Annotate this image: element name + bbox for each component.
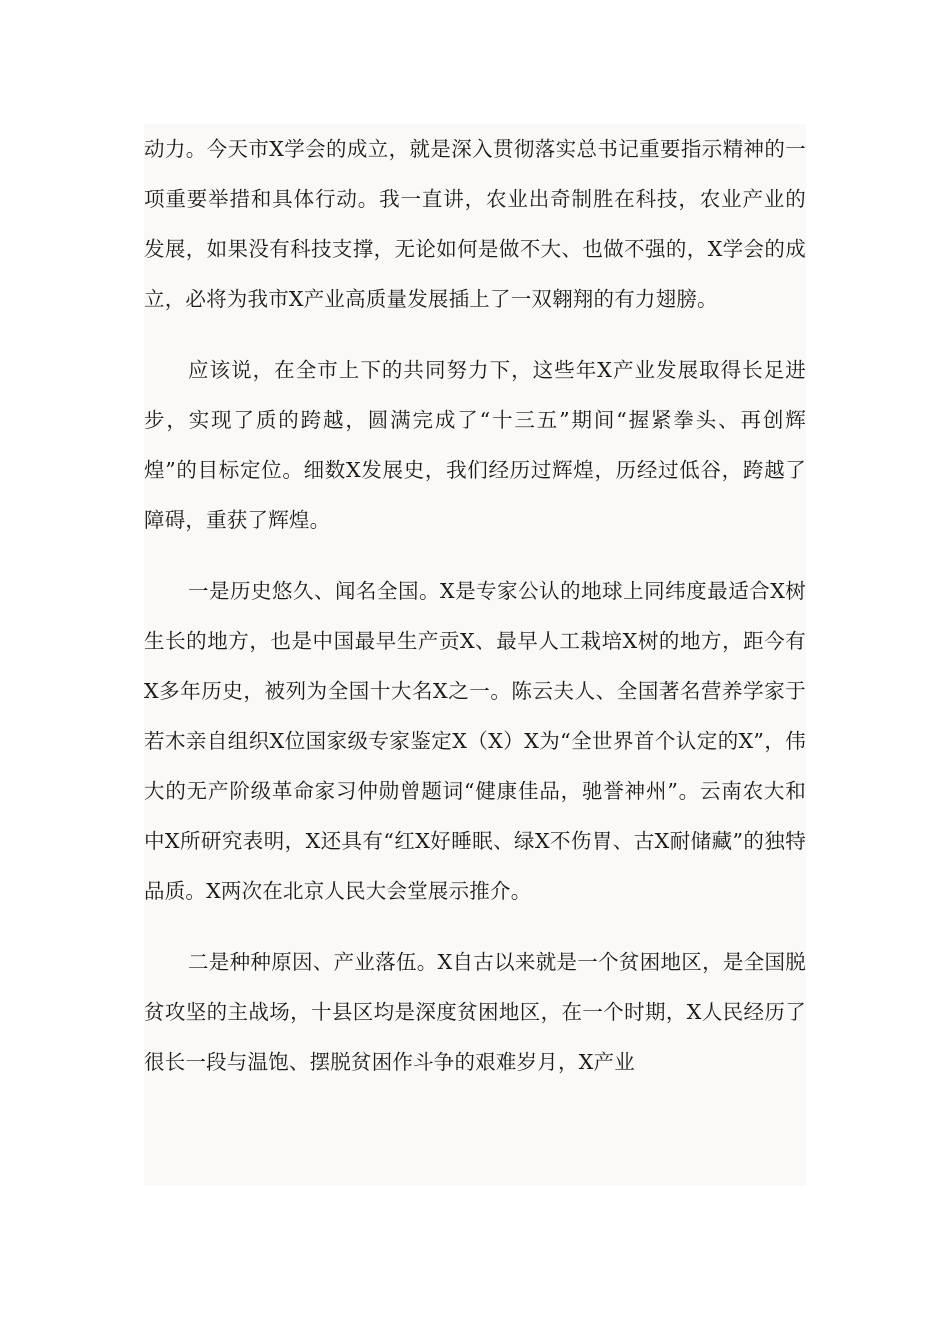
- paragraph-progress: 应该说，在全市上下的共同努力下，这些年X产业发展取得长足进步，实现了质的跨越，圆满完成了“十三五”期间“握紧拳头、再创辉煌”的目标定位。细数X发展史，我们经历过辉煌，历经过低谷，跨越了障碍，重获了辉煌。: [144, 358, 806, 532]
- paragraph-continuation: 动力。今天市X学会的成立，就是深入贯彻落实总书记重要指示精神的一项重要举措和具体行动。我一直讲，农业出奇制胜在科技，农业产业的发展，如果没有科技支撑，无论如何是做不大、也做不强的，X学会的成立，必将为我市X产业高质量发展插上了一双翱翔的有力翅膀。: [144, 137, 806, 311]
- paragraph-industry-lag: 二是种种原因、产业落伍。X自古以来就是一个贫困地区，是全国脱贫攻坚的主战场，十县区均是深度贫困地区，在一个时期，X人民经历了很长一段与温饱、摆脱贫困作斗争的艰难岁月，X产业: [144, 950, 806, 1074]
- paragraph-gap: [144, 545, 806, 566]
- paragraph-gap: [144, 916, 806, 937]
- paragraph-history: 一是历史悠久、闻名全国。X是专家公认的地球上同纬度最适合X树生长的地方，也是中国最早生产贡X、最早人工栽培X树的地方，距今有X多年历史，被列为全国十大名X之一。陈云夫人、全国著名营养学家于若木亲自组织X位国家级专家鉴定X（X）X为“全世界首个认定的X”，伟大的无产阶级革命家习仲勋曾题词“健康佳品，驰誉神州”。云南农大和中X所研究表明，X还具有“红X好睡眠、绿X不伤胃、古X耐储藏”的独特品质。X两次在北京人民大会堂展示推介。: [144, 579, 806, 903]
- paragraph-gap: [144, 324, 806, 345]
- document-body: [144, 124, 806, 1186]
